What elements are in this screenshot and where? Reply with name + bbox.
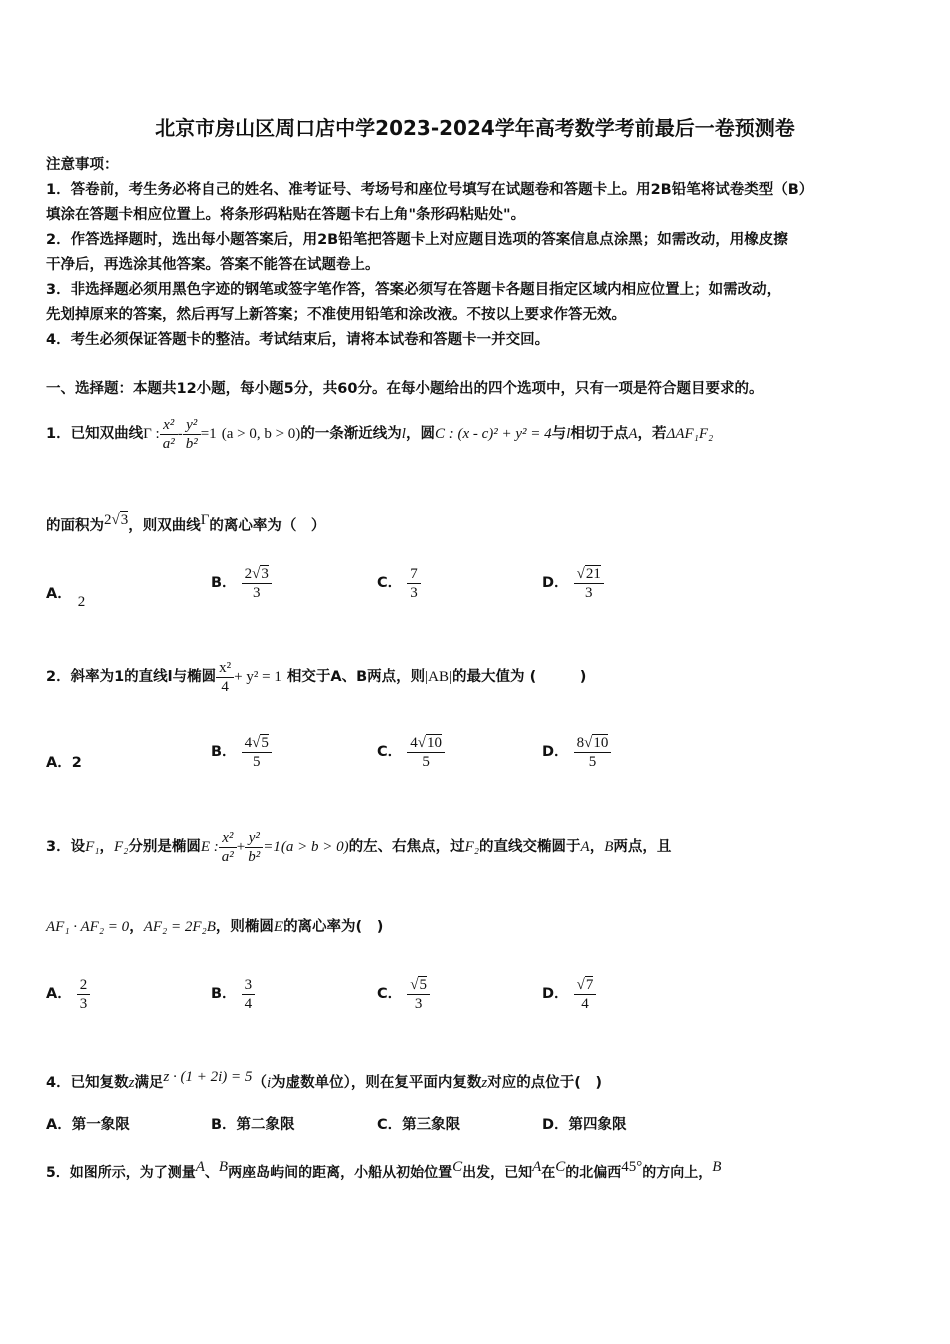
notice-line-3: 2．作答选择题时，选出每小题答案后，用2B铅笔把答题卡上对应题目选项的答案信息点涂黑；如需改动，用橡皮擦	[46, 232, 788, 248]
q4-option-d[interactable]: D．第四象限	[542, 1117, 627, 1133]
notice-line-6: 先划掉原来的答案，然后再写上新答案；不准使用铅笔和涂改液。不按以上要求作答无效。	[46, 307, 626, 323]
page-title: 北京市房山区周口店中学2023-2024学年高考数学考前最后一卷预测卷	[155, 116, 795, 140]
notice-line-5: 3．非选择题必须用黑色字迹的钢笔或签字笔作答，答案必须写在答题卡各题目指定区域内相应位置上；如需改动，	[46, 282, 782, 298]
section-heading: 一、选择题：本题共12小题，每小题5分，共60分。在每小题给出的四个选项中，只有一项是符合题目要求的。	[46, 381, 764, 397]
q2-option-d[interactable]: D． $\frac{8√10}{5}$	[542, 732, 611, 772]
notice-line-4: 干净后，再选涂其他答案。答案不能答在试题卷上。	[46, 257, 380, 273]
notice-line-2: 填涂在答题卡相应位置上。将条形码粘贴在答题卡右上角"条形码粘贴处"。	[46, 207, 526, 223]
notice-line-1: 1．答卷前，考生务必将自己的姓名、准考证号、考场号和座位号填写在试题卷和答题卡上。用2B铅笔将试卷类型（B）	[46, 182, 814, 198]
q3-option-c[interactable]: C． $\frac{√5}{3}$	[377, 974, 430, 1014]
q4-option-a[interactable]: A．第一象限	[46, 1117, 130, 1133]
q1-option-d[interactable]: D． $\frac{√21}{3}$	[542, 563, 604, 603]
q3-option-b[interactable]: B． $\frac{3}{4}$	[211, 974, 255, 1014]
question-3-cont: AF₁ · AF₂ = 0，AF₂ = 2F₂B，则椭圆E的离心率为( )	[46, 919, 384, 935]
q1-option-b[interactable]: B． $\frac{2√3}{3}$	[211, 563, 272, 603]
q1-option-c[interactable]: C． $\frac{7}{3}$	[377, 563, 421, 603]
question-5: 5．如图所示，为了测量A、B两座岛屿间的距离，小船从初始位置C出发，已知A在C的北偏西45°的方向上，B	[46, 1159, 722, 1181]
question-2: 2．斜率为1的直线l与椭圆 $\frac{\text{x²}}{4}$ + y² = 1 相交于A、B两点，则|AB|的最大值为 ( )	[46, 659, 587, 695]
q3-option-d[interactable]: D． $\frac{√7}{4}$	[542, 974, 596, 1014]
q1-option-a[interactable]: A． 2	[46, 586, 86, 610]
notice-line-7: 4．考生必须保证答题卡的整洁。考试结束后，请将本试卷和答题卡一并交回。	[46, 332, 550, 348]
question-4: 4．已知复数z满足z · (1 + 2i) = 5（i为虚数单位），则在复平面内复数z对应的点位于( )	[46, 1069, 602, 1091]
question-1-cont: 的面积为2√3，则双曲线Γ的离心率为（ ）	[46, 512, 326, 534]
question-1: 1．已知双曲线Γ : $\frac{\text{x²}}{\text{a²}}$ - $\frac{\text{y²}}{\text{b²}}$ =1 (a > 0, b > 0)的一条渐近线为l，圆C : (x - c)² + y² = 4与l相切于点A，若ΔAF₁F₂	[46, 416, 714, 452]
q2-option-a[interactable]: A．2	[46, 755, 82, 771]
notice-heading: 注意事项：	[46, 157, 119, 173]
question-3: 3．设F₁，F₂分别是椭圆E : $\frac{\text{x²}}{\text{a²}}$ + $\frac{\text{y²}}{\text{b²}}$ =1(a > b > 0)的左、右焦点，过F₂的直线交椭圆于A，B两点，且	[46, 829, 672, 865]
q2-option-b[interactable]: B． $\frac{4√5}{5}$	[211, 732, 272, 772]
q3-option-a[interactable]: A． $\frac{2}{3}$	[46, 974, 90, 1014]
q2-option-c[interactable]: C． $\frac{4√10}{5}$	[377, 732, 445, 772]
q4-option-c[interactable]: C．第三象限	[377, 1117, 461, 1133]
q4-option-b[interactable]: B．第二象限	[211, 1117, 295, 1133]
